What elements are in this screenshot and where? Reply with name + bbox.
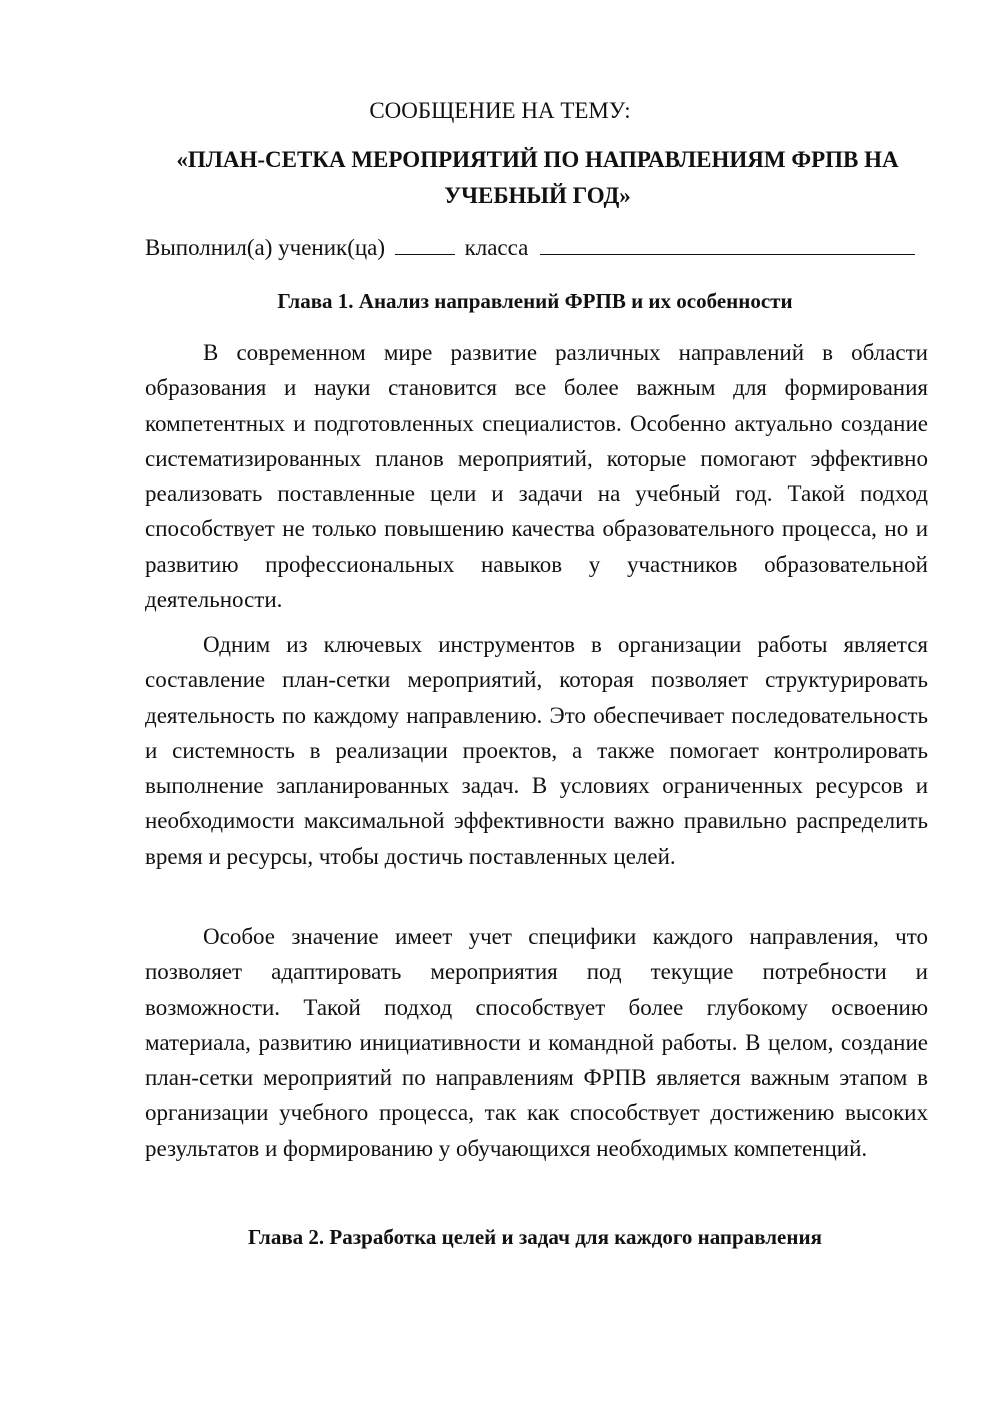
chapter-2-heading: Глава 2. Разработка целей и задач для каждого направления: [248, 1225, 822, 1249]
class-number-blank: [395, 232, 455, 255]
student-name-blank: [540, 232, 915, 255]
document-title: «ПЛАН-СЕТКА МЕРОПРИЯТИЙ ПО НАПРАВЛЕНИЯМ ФРПВ НА УЧЕБНЫЙ ГОД»: [176, 147, 899, 208]
chapter-1-heading: Глава 1. Анализ направлений ФРПВ и их особенности: [277, 289, 793, 313]
author-prefix: Выполнил(а) ученик(ца): [145, 235, 386, 260]
subject-line: СООБЩЕНИЕ НА ТЕМУ:: [369, 98, 631, 123]
chapter-1-paragraph-1: В современном мире развитие различных направлений в области образования и науки становится все более важным для формирования компетентных и подготовленных специалистов. Особенно актуально создание систематизированных планов мероприятий, которые помогают эффективно реализовать поставленные цели и задачи на учебный год. Такой подход способствует не только повышению качества образовательного процесса, но и развитию профессиональных навыков у участников образовательной деятельности.: [145, 340, 928, 613]
chapter-1-paragraph-2: Одним из ключевых инструментов в организации работы является составление план-сетки мероприятий, которая позволяет структурировать деятельность по каждому направлению. Это обеспечивает последовательность и системность в реализации проектов, а также помогает контролировать выполнение запланированных задач. В условиях ограниченных ресурсов и необходимости максимальной эффективности важно правильно распределить время и ресурсы, чтобы достичь поставленных целей.: [145, 632, 928, 869]
chapter-1-paragraph-3: Особое значение имеет учет специфики каждого направления, что позволяет адаптировать мероприятия под текущие потребности и возможности. Такой подход способствует более глубокому освоению материала, развитию инициативности и командной работы. В целом, создание план-сетки мероприятий по направлениям ФРПВ является важным этапом в организации учебного процесса, так как способствует достижению высоких результатов и формированию у обучающихся необходимых компетенций.: [145, 924, 928, 1161]
class-label: класса: [464, 235, 529, 260]
author-line: [145, 232, 915, 263]
